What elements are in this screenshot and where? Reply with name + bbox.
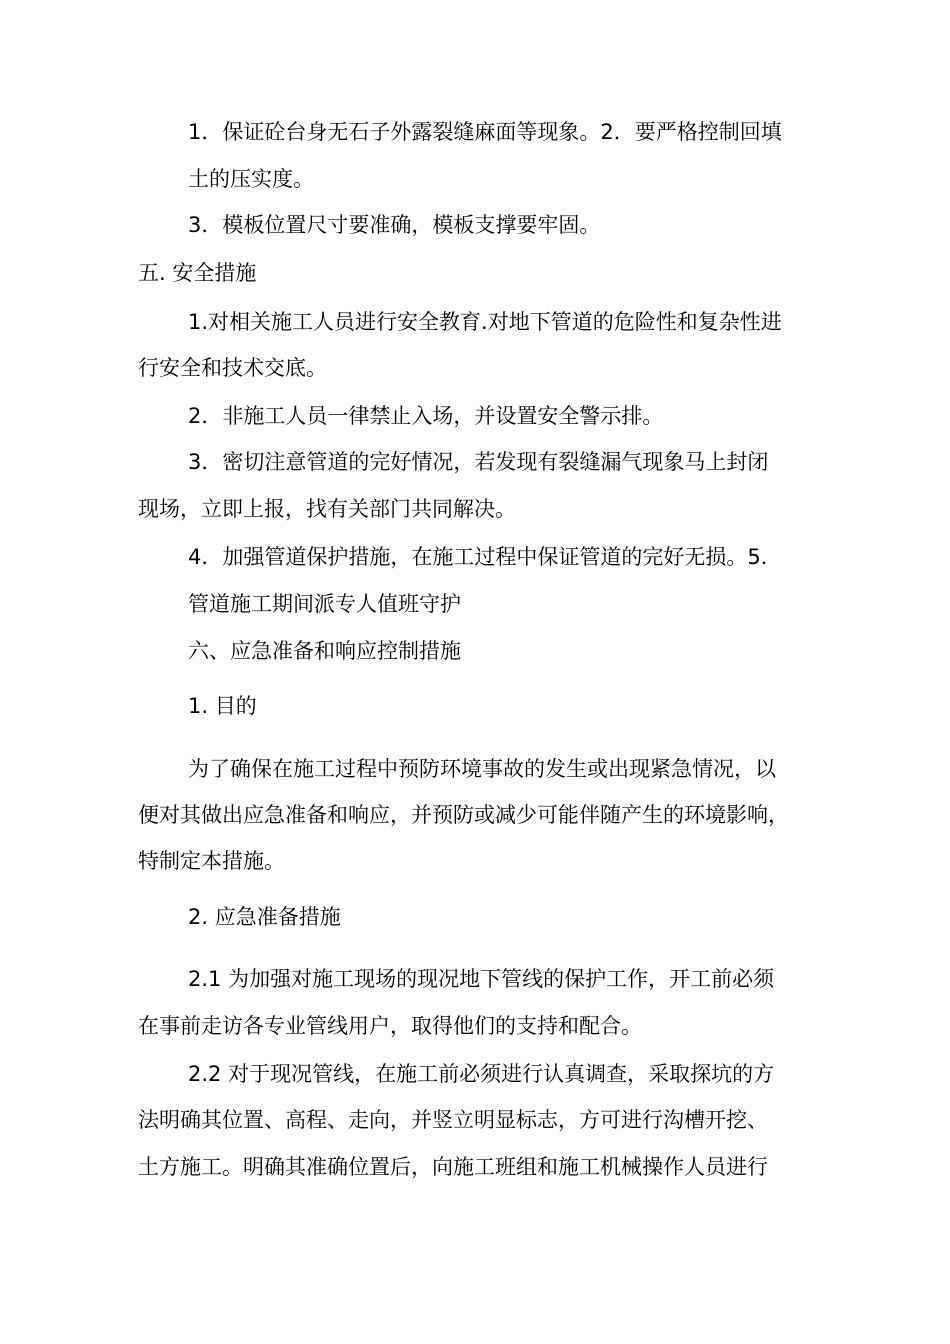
section-heading: 五. 安全措施 [138, 261, 257, 285]
text-line: 4．加强管道保护措施，在施工过程中保证管道的完好无损。5． [188, 545, 782, 569]
text-line: 现场，立即上报，找有关部门共同解决。 [138, 497, 516, 521]
subsection-heading: 2. 应急准备措施 [188, 905, 341, 929]
text-line: 土的压实度。 [188, 167, 314, 191]
text-line: 便对其做出应急准备和响应，并预防或减少可能伴随产生的环境影响， [138, 803, 789, 827]
text-line: 1.对相关施工人员进行安全教育.对地下管道的危险性和复杂性进 [188, 310, 782, 334]
text-line: 行安全和技术交底。 [138, 356, 327, 380]
text-line: 法明确其位置、高程、走向，并竖立明显标志，方可进行沟槽开挖、 [138, 1108, 768, 1132]
text-line: 3．密切注意管道的完好情况，若发现有裂缝漏气现象马上封闭 [188, 450, 769, 474]
text-line: 管道施工期间派专人值班守护 [188, 592, 461, 616]
text-line: 为了确保在施工过程中预防环境事故的发生或出现紧急情况，以 [188, 757, 776, 781]
text-line: 1．保证砼台身无石子外露裂缝麻面等现象。2．要严格控制回填 [188, 120, 782, 144]
text-line: 2.1 为加强对施工现场的现况地下管线的保护工作，开工前必须 [188, 967, 775, 991]
subsection-heading: 1. 目的 [188, 694, 257, 718]
text-line: 在事前走访各专业管线用户，取得他们的支持和配合。 [138, 1014, 642, 1038]
text-line: 2．非施工人员一律禁止入场，并设置安全警示排。 [188, 404, 664, 428]
text-line: 3．模板位置尺寸要准确，模板支撑要牢固。 [188, 213, 601, 237]
text-line: 土方施工。明确其准确位置后，向施工班组和施工机械操作人员进行 [138, 1155, 768, 1179]
text-line: 特制定本措施。 [138, 849, 285, 873]
section-heading: 六、应急准备和响应控制措施 [188, 639, 461, 663]
text-line: 2.2 对于现况管线，在施工前必须进行认真调查，采取探坑的方 [188, 1062, 775, 1086]
